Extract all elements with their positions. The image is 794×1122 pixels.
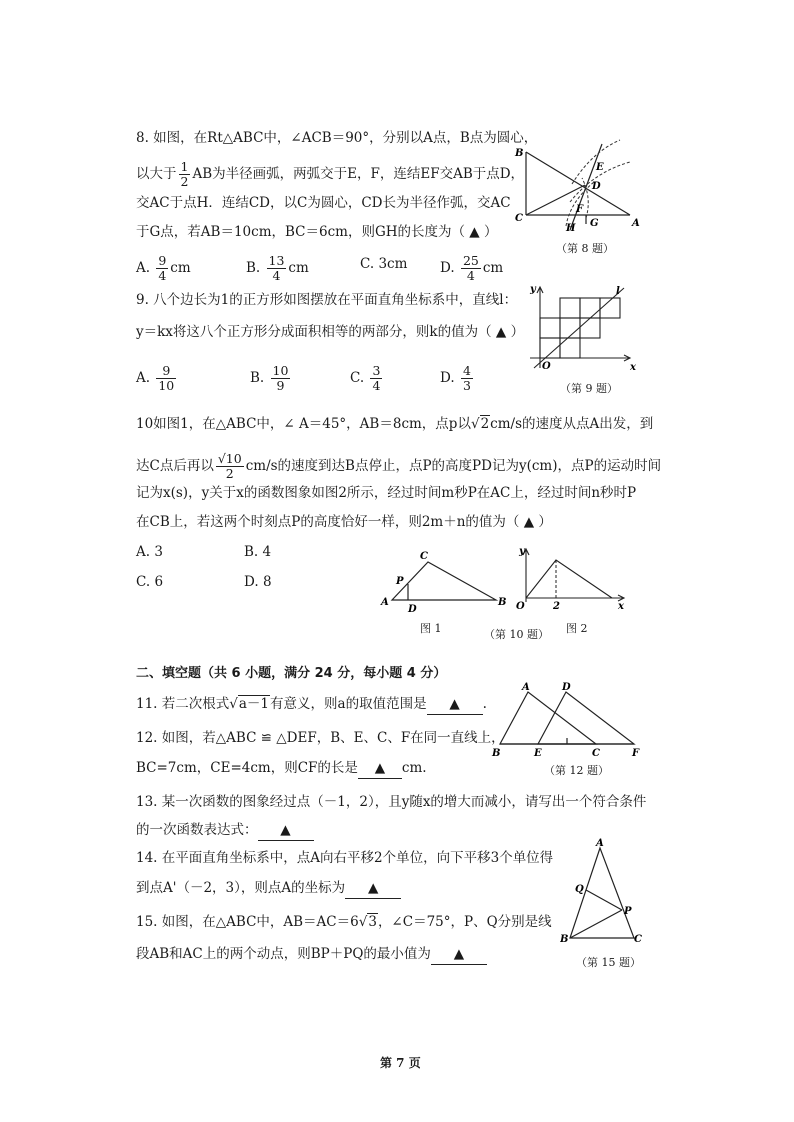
q8-option-b-label: B. [246,260,261,276]
q13-line2-pre: 的一次函数表达式： [136,822,258,838]
q15-sqrt: √3 [358,914,377,930]
q9-label-x: x [630,362,636,373]
q9-option-c-label: C. [350,370,365,386]
q10-line1-pre: 10如图1，在△ABC中，∠ A＝45°，AB＝8cm，点p以 [136,416,471,432]
q15-line1-pre: 15. 如图，在△ABC中，AB＝AC＝6 [136,914,359,930]
q10-label-b: B [498,597,507,608]
q9-caption: （第 9 题） [560,382,618,395]
q10-label-o: O [516,601,525,612]
q9-option-b-frac [271,364,291,393]
q15-figure [560,838,650,950]
q9-option-d-den: 3 [462,378,471,393]
q10-label-p: P [396,576,404,587]
q9-line2: y＝kx将这八个正方形分成面积相等的两部分，则k的值为（ ▲ ） [136,324,525,340]
q10-figure-1 [378,548,510,614]
q10-option-d-label: D. [244,574,259,590]
q10-label-d: D [408,604,417,614]
q10-option-a [136,542,163,562]
q10-label-y: y [519,546,525,557]
q8-label-h: H [566,223,576,234]
q9-option-b-label: B. [250,370,265,386]
q14-answer-blank[interactable]: ▲ [345,878,401,899]
q10-option-c [136,572,163,592]
q15-line1-post: ，∠C＝75°，P、Q分别是线 [377,914,552,930]
q9-line1: 9. 八个边长为1的正方形如图摆放在平面直角坐标系中，直线l： [136,292,518,308]
q10-graph [526,560,612,598]
q10-frac-den: 2 [225,466,234,481]
q10-label-a: A [381,597,389,608]
q11-answer-blank[interactable]: ▲ [427,694,483,715]
q9-square-4 [560,318,580,338]
q12-label-b: B [492,748,501,759]
q9-square-7 [580,298,600,318]
q12-label-f: F [632,748,640,759]
q10-line1-post: cm/s的速度从点A出发，到 [490,416,654,432]
q8-label-c: C [515,213,523,224]
q9-label-o: O [542,361,551,372]
q8-label-f: F [576,204,584,215]
q10-label-2: 2 [553,601,560,612]
q8-label-g: G [590,218,599,229]
q15-label-p: P [624,906,632,917]
q9-option-c-den: 4 [372,378,381,393]
q10-sqrt: √2 [470,416,490,432]
q8-label-d: D [592,181,601,192]
q9-option-b-den: 9 [276,378,285,393]
q14-line2 [136,878,401,899]
q12-line2 [136,758,427,779]
q8-line2-post: AB为半径画弧，两弧交于E，F，连结EF交AB于点D， [192,166,525,182]
q15-line1 [136,912,552,932]
q8-option-a-frac [156,254,168,283]
q8-option-a-label: A. [136,260,151,276]
q9-label-y: y [530,284,536,295]
q15-label-c: C [634,934,642,945]
q8-label-a: A [632,218,640,229]
q9-option-d-num: 4 [462,363,471,378]
q9-option-a [136,364,178,393]
q12-answer-blank[interactable]: ▲ [358,758,402,779]
q12-label-a: A [522,682,530,693]
q15-label-q: Q [575,884,584,895]
q9-square-3 [540,318,560,338]
q8-option-d-den: 4 [466,268,475,283]
q10-option-d-text: 8 [262,574,272,590]
q9-option-c-num: 3 [372,363,381,378]
q8-option-c-text: 3cm [378,256,408,272]
q8-option-b-frac [267,254,287,283]
q8-option-d [440,254,503,283]
q10-frac-num: √10 [217,451,242,466]
q9-option-b-num: 10 [272,363,289,378]
q8-label-b: B [515,148,524,159]
q9-option-a-num: 9 [156,364,176,379]
q10-line2-post: cm/s的速度到达B点停止，点P的高度PD记为y(cm)，点P的运动时间 [245,458,662,474]
q10-option-b-label: B. [244,544,259,560]
q8-line1: 8. 如图，在Rt△ABC中，∠ACB＝90°，分别以A点，B点为圆心， [136,130,538,146]
q12-line2-post: cm. [401,760,427,776]
q9-option-b [250,364,292,393]
q15-label-a: A [596,838,604,849]
q10-label-x: x [618,601,624,612]
q8-option-b-unit: cm [288,260,309,276]
q10-option-c-text: 6 [154,574,164,590]
q9-label-l: l [616,286,620,297]
q8-fraction [179,160,191,189]
q8-figure [512,132,652,242]
q10-line4: 在CB上，若这两个时刻点P的高度恰好一样，则2m＋n的值为（ ▲ ） [136,514,552,530]
q8-option-d-label: D. [440,260,455,276]
q12-triangle-abc [500,692,596,744]
q8-line2 [136,160,524,189]
q11-line [136,694,487,715]
q13-line1: 13. 某一次函数的图象经过点（－1，2），且y随x的增大而减小，请写出一个符合条件 [136,794,647,810]
q10-sqrt-radicand: 2 [480,416,490,432]
q8-frac-den: 2 [180,174,189,189]
q15-label-b: B [560,934,569,945]
q10-option-c-label: C. [136,574,151,590]
q10-fraction [216,452,244,481]
q8-label-e: E [596,162,604,173]
q8-option-d-num: 25 [462,253,479,268]
q10-line2 [136,452,661,481]
q11-sqrt-radicand: a－1 [238,696,270,712]
q9-option-a-den: 10 [158,378,175,393]
q9-option-d [440,364,475,393]
q8-line2-pre: 以大于 [136,166,177,182]
q10-option-b-text: 4 [262,544,272,560]
q15-caption: （第 15 题） [576,956,641,969]
q9-figure [520,282,640,374]
q12-label-d: D [562,682,571,693]
page-number: 第 7 页 [380,1056,421,1070]
q8-option-c-label: C. [360,256,375,272]
q8-option-b [246,254,309,283]
q15-line2 [136,944,487,965]
q10-option-d [244,572,272,592]
q9-option-a-label: A. [136,370,151,386]
q8-option-b-den: 4 [272,268,281,283]
q10-label-c: C [420,551,428,562]
q8-option-d-unit: cm [482,260,504,276]
q8-option-b-num: 13 [268,253,285,268]
q10-line3: 记为x(s)，y关于x的函数图象如图2所示，经过时间m秒P在AC上，经过时间n秒时P [136,485,637,501]
q11-pre: 11. 若二次根式 [136,696,230,712]
q10-line2-pre: 达C点后再以 [136,458,214,474]
q12-label-c: C [592,748,600,759]
q10-option-a-label: A. [136,544,151,560]
q12-caption: （第 12 题） [544,764,609,777]
section-fill-in: 二、填空题（共 6 小题，满分 24 分，每小题 4 分） [136,666,447,681]
q10-fig2-caption: 图 2 [566,622,588,635]
q8-caption: （第 8 题） [556,242,614,255]
q8-option-a-den: 4 [158,268,167,283]
q12-label-e: E [534,748,542,759]
q9-square-6 [560,298,580,318]
q9-option-a-frac [156,364,176,393]
q14-line2-pre: 到点A'（－2，3），则点A的坐标为 [136,880,346,896]
q14-line1: 14. 在平面直角坐标系中，点A向右平移2个单位，向下平移3个单位得 [136,850,554,866]
q13-answer-blank[interactable]: ▲ [258,820,314,841]
q11-period: . [482,696,487,712]
q9-option-d-label: D. [440,370,455,386]
q8-line4: 于G点，若AB＝10cm，BC＝6cm，则GH的长度为（ ▲ ） [136,224,498,240]
q9-option-d-frac [461,364,473,393]
q15-sqrt-radicand: 3 [368,914,377,930]
q10-option-b [244,542,271,562]
q9-option-c [350,364,384,393]
q10-fig1-caption: 图 1 [420,622,442,635]
q11-post: 有意义，则a的取值范围是 [270,696,427,712]
q8-option-a-unit: cm [170,260,191,276]
q8-line3: 交AC于点H．连结CD，以C为圆心，CD长为半径作弧，交AC [136,195,511,211]
q9-square-2 [560,338,580,358]
q8-option-a-num: 9 [158,253,167,268]
q15-answer-blank[interactable]: ▲ [431,944,487,965]
q9-square-5 [580,318,600,338]
q9-option-c-frac [370,364,382,393]
q10-figure-2 [512,546,632,612]
q10-option-a-text: 3 [154,544,163,560]
q15-line2-pre: 段AB和AC上的两个动点，则BP＋PQ的最小值为 [136,946,431,962]
q9-line-l [534,288,624,368]
q12-line1: 12. 如图，若△ABC ≌ △DEF，B、E、C、F在同一直线上， [136,730,505,746]
q12-line2-pre: BC=7cm，CE=4cm，则CF的长是 [136,760,358,776]
q12-figure [488,680,648,760]
q8-option-a [136,254,191,283]
q10-caption: （第 10 题） [484,628,549,641]
q8-option-c [360,254,407,274]
q13-line2 [136,820,314,841]
q8-option-d-frac [461,254,481,283]
q8-frac-num: 1 [180,159,189,174]
q10-line1 [136,414,653,434]
q11-sqrt: √a－1 [229,696,270,712]
